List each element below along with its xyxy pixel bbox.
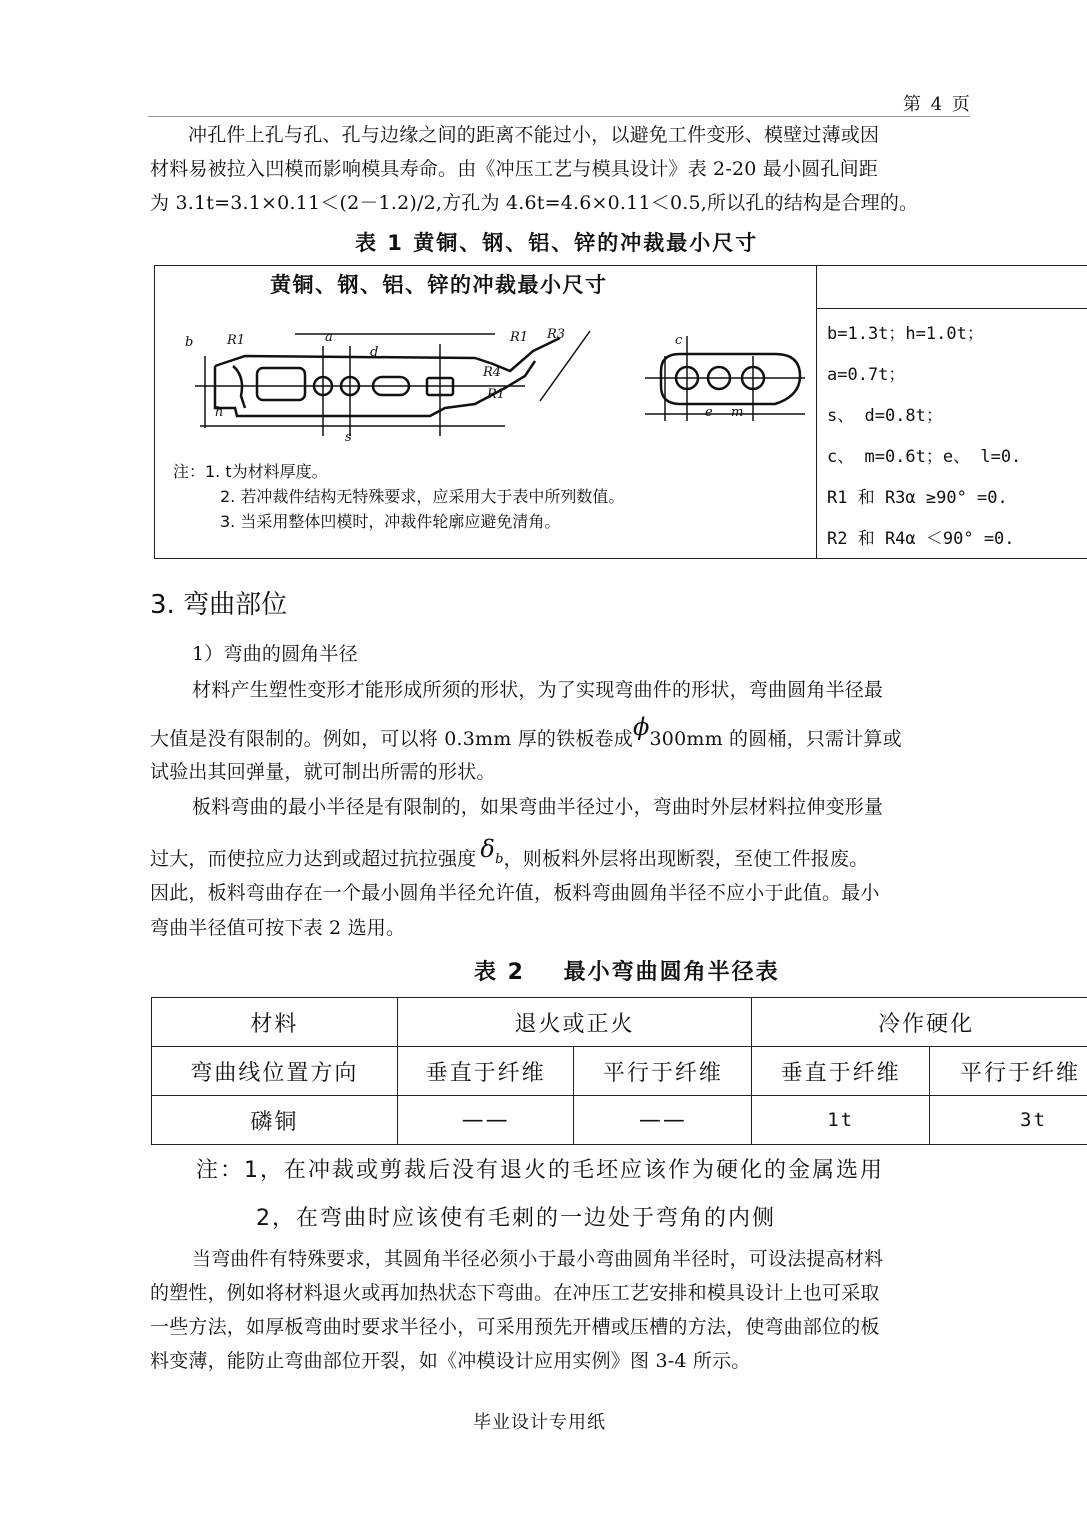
table1-top-rule bbox=[816, 308, 1087, 309]
table2-cell-4: 1t bbox=[752, 1096, 930, 1145]
svg-text:d: d bbox=[370, 345, 379, 360]
table1-inner-title: 黄铜、钢、铝、锌的冲裁最小尺寸 bbox=[270, 273, 608, 297]
svg-text:b: b bbox=[185, 335, 194, 350]
table2 bbox=[151, 997, 1087, 1145]
svg-text:a: a bbox=[325, 330, 333, 345]
section3-heading: 3. 弯曲部位 bbox=[150, 590, 288, 620]
table1-divider bbox=[816, 266, 817, 558]
table1-value-2: a=0.7t； bbox=[827, 365, 906, 385]
table1-note-2: 2. 若冲裁件结构无特殊要求，应采用大于表中所列数值。 bbox=[220, 487, 625, 506]
table2-subheader-2: 垂直于纤维 bbox=[397, 1047, 574, 1096]
table2-row bbox=[152, 1096, 1087, 1145]
table2-caption: 表 2 最小弯曲圆角半径表 bbox=[474, 960, 780, 985]
intro-line-1: 冲孔件上孔与孔、孔与边缘之间的距离不能过小，以避免工件变形、模壁过薄或因 bbox=[188, 124, 880, 146]
delta-symbol bbox=[480, 835, 504, 867]
intro-line-2: 材料易被拉入凹模而影响模具寿命。由《冲压工艺与模具设计》表 2-20 最小圆孔间距 bbox=[150, 158, 878, 180]
para2-line-3: 因此，板料弯曲存在一个最小圆角半径允许值，板料弯曲圆角半径不应小于此值。最小 bbox=[150, 882, 880, 904]
svg-text:c: c bbox=[675, 333, 683, 348]
table2-cell-3: —— bbox=[574, 1096, 752, 1145]
para3-line-4: 料变薄，能防止弯曲部位开裂，如《冲模设计应用实例》图 3-4 所示。 bbox=[150, 1350, 751, 1372]
svg-text:R4: R4 bbox=[483, 365, 502, 380]
svg-text:R1: R1 bbox=[227, 333, 246, 348]
svg-text:e: e bbox=[705, 405, 713, 420]
para1-line-2 bbox=[150, 713, 902, 756]
table1-note-3: 3. 当采用整体凹模时，冲裁件轮廓应避免清角。 bbox=[220, 512, 561, 531]
section3-subheading: 1）弯曲的圆角半径 bbox=[192, 643, 358, 665]
phi-symbol: ϕ bbox=[632, 713, 650, 741]
para3-line-1: 当弯曲件有特殊要求，其圆角半径必须小于最小弯曲圆角半径时，可设法提高材料 bbox=[192, 1248, 884, 1270]
delta-subscript: b bbox=[495, 851, 504, 867]
delta-letter: δ bbox=[480, 835, 496, 863]
svg-text:R1: R1 bbox=[510, 330, 529, 345]
header-rule bbox=[148, 116, 970, 117]
table1-caption: 表 1 黄铜、钢、铝、锌的冲裁最小尺寸 bbox=[355, 231, 759, 255]
table1-value-3: s、 d=0.8t； bbox=[827, 406, 943, 426]
table1-note-1: 注：1. t为材料厚度。 bbox=[173, 462, 328, 481]
para3-line-3: 一些方法，如厚板弯曲时要求半径小，可采用预先开槽或压槽的方法，使弯曲部位的板 bbox=[150, 1316, 880, 1338]
para1-line-1: 材料产生塑性变形才能形成所须的形状，为了实现弯曲件的形状，弯曲圆角半径最 bbox=[192, 679, 884, 701]
table2-note-1: 注：1，在冲裁或剪裁后没有退火的毛坯应该作为硬化的金属选用 bbox=[196, 1158, 884, 1183]
svg-text:m: m bbox=[731, 405, 744, 420]
table2-subheader-5: 平行于纤维 bbox=[930, 1047, 1087, 1096]
table2-subheader-3: 平行于纤维 bbox=[574, 1047, 752, 1096]
table1 bbox=[154, 265, 1087, 559]
table1-value-4: c、 m=0.6t；e、 l=0. bbox=[827, 447, 1022, 467]
page-number: 第 4 页 bbox=[903, 94, 972, 115]
table1-value-1: b=1.3t；h=1.0t； bbox=[827, 324, 984, 344]
para2-line-4: 弯曲半径值可按下表 2 选用。 bbox=[150, 917, 406, 939]
para2-line-2b: ，则板料外层将出现断裂，至使工件报废。 bbox=[503, 848, 869, 870]
para1-line-2b: 300mm 的圆桶，只需计算或 bbox=[649, 728, 902, 750]
table1-values bbox=[827, 314, 1087, 560]
para3 bbox=[150, 1242, 883, 1378]
svg-text:h: h bbox=[215, 405, 224, 420]
para3-line-2: 的塑性，例如将材料退火或再加热状态下弯曲。在冲压工艺安排和模具设计上也可采取 bbox=[150, 1282, 880, 1304]
table1-notes bbox=[173, 459, 624, 534]
table2-cell-material: 磷铜 bbox=[152, 1096, 398, 1145]
table2-col-material: 材料 bbox=[152, 998, 398, 1047]
punching-part-drawing bbox=[175, 316, 815, 456]
table2-cell-2: —— bbox=[397, 1096, 574, 1145]
svg-text:s: s bbox=[345, 430, 352, 445]
svg-text:R1: R1 bbox=[487, 387, 506, 402]
table2-header-row-1 bbox=[152, 998, 1087, 1047]
table2-subheader-4: 垂直于纤维 bbox=[752, 1047, 930, 1096]
para1-line-2a: 大值是没有限制的。例如，可以将 0.3mm 厚的铁板卷成 bbox=[150, 728, 633, 750]
table2-header-row-2 bbox=[152, 1047, 1087, 1096]
table2-col-cold-worked: 冷作硬化 bbox=[752, 998, 1087, 1047]
table2-col-annealed: 退火或正火 bbox=[397, 998, 752, 1047]
table1-value-6: R2 和 R4α ＜90° =0. bbox=[827, 529, 1015, 549]
table2-subheader-1: 弯曲线位置方向 bbox=[152, 1047, 398, 1096]
table2-note-2: 2，在弯曲时应该使有毛刺的一边处于弯角的内侧 bbox=[256, 1206, 776, 1231]
table1-value-5: R1 和 R3α ≥90° =0. bbox=[827, 488, 1008, 508]
intro-line-3: 为 3.1t=3.1×0.11＜(2－1.2)/2,方孔为 4.6t=4.6×0.11＜0.5,所以孔的结构是合理的。 bbox=[150, 192, 919, 214]
para1-line-3: 试验出其回弹量，就可制出所需的形状。 bbox=[150, 761, 496, 783]
svg-text:R3: R3 bbox=[547, 327, 566, 342]
footer-text: 毕业设计专用纸 bbox=[473, 1412, 606, 1433]
para2-line-1: 板料弯曲的最小半径是有限制的，如果弯曲半径过小，弯曲时外层材料拉伸变形量 bbox=[192, 796, 884, 818]
para2-line-2a: 过大，而使拉应力达到或超过抗拉强度 bbox=[150, 848, 477, 870]
intro-paragraph bbox=[150, 118, 972, 220]
table2-cell-5: 3t bbox=[930, 1096, 1087, 1145]
